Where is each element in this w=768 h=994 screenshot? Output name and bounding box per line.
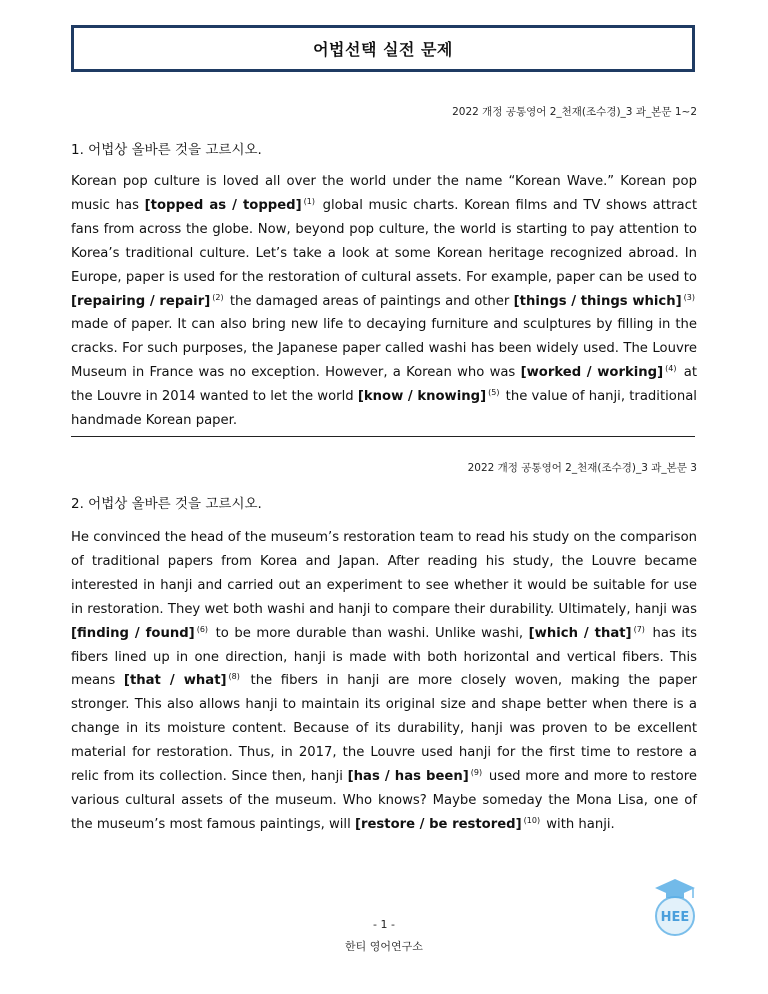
choice-number: (2) — [212, 292, 224, 302]
choice-number: (10) — [523, 815, 541, 825]
title-box — [71, 25, 695, 72]
grammar-choice: [know / knowing] — [357, 389, 487, 405]
question-1-passage — [71, 170, 697, 433]
choice-number: (1) — [303, 196, 315, 206]
passage-text: Korean pop culture is loved all over the world under the name “Korean Wave.” Korean pop music has — [71, 174, 697, 213]
choice-number: (5) — [488, 388, 500, 398]
question-1-heading: 1. 어법상 올바른 것을 고르시오. — [71, 142, 262, 158]
choice-number: (6) — [196, 624, 209, 634]
grammar-choice: [repairing / repair] — [71, 293, 211, 309]
logo-text: HEE — [660, 910, 690, 925]
question-2-heading: 2. 어법상 올바른 것을 고르시오. — [71, 496, 262, 512]
choice-number: (7) — [633, 624, 645, 634]
grammar-choice: [that / what] — [123, 673, 227, 689]
institute-name: 한티 영어연구소 — [345, 940, 423, 953]
choice-number: (9) — [470, 768, 483, 778]
passage-text: to be more durable than washi. Unlike washi, — [210, 625, 529, 641]
grammar-choice: [restore / be restored] — [354, 816, 522, 832]
choice-number: (3) — [683, 292, 695, 302]
section-divider — [71, 436, 695, 437]
page-title: 어법선택 실전 문제 — [313, 40, 453, 59]
passage-text: with hanji. — [542, 816, 615, 832]
graduation-cap-icon — [655, 879, 695, 898]
question-2-passage — [71, 526, 697, 837]
grammar-choice: [topped as / topped] — [144, 197, 302, 213]
grammar-choice: [has / has been] — [347, 769, 469, 785]
grammar-choice: [worked / working] — [520, 365, 664, 381]
passage-text: made of paper. It can also bring new life to decaying furniture and sculptures by filling in the cracks. For such purposes, the Japanese paper called washi has been widely used. The Louvre Museum in France was no exception. However, a Korean who was — [71, 317, 697, 381]
passage-text: He convinced the head of the museum’s restoration team to read his study on the comparison of traditional papers from Korea and Japan. After reading his study, the Louvre became interested in hanji and carried out an experiment to see whether it would be suitable for use in restoration. They wet both washi and hanji to compare their durability. Ultimately, hanji was — [71, 530, 697, 617]
grammar-choice: [finding / found] — [71, 625, 195, 641]
grammar-choice: [which / that] — [528, 625, 632, 641]
passage-text: the damaged areas of paintings and other — [225, 293, 514, 309]
passage-text: the fibers in hanji are more closely woven, making the paper stronger. This also allows hanji to maintain its original size and shape better when there is a change in its moisture content. Because of its durability, hanji was proven to be excellent material for restoration. Thus, in 2017, the Louvre used hanji for the first time to restore a relic from its collection. Since then, hanji — [71, 673, 697, 785]
passage-text: the value of hanji, traditional handmade Korean paper. — [71, 389, 697, 429]
section-1-source: 2022 개정 공통영어 2_천재(조수경)_3 과_본문 1~2 — [452, 106, 697, 118]
hee-logo — [646, 876, 704, 938]
choice-number: (4) — [665, 364, 677, 374]
passage-text: global music charts. Korean films and TV shows attract fans from across the globe. Now, beyond pop culture, the world is starting to pay attention to Korea’s traditional culture. Let’s take a look at some Korean heritage recognized abroad. In Europe, paper is used for the restoration of cultural assets. For example, paper can be used to — [71, 197, 698, 285]
passage-text: used more and more to restore various cultural assets of the museum. Who knows? Maybe someday the Mona Lisa, one of the museum’s most famous paintings, will — [71, 769, 697, 832]
choice-number: (8) — [228, 672, 240, 682]
grammar-choice: [things / things which] — [513, 293, 682, 309]
page-number: - 1 - — [373, 918, 395, 931]
section-2-source: 2022 개정 공통영어 2_천재(조수경)_3 과_본문 3 — [467, 462, 697, 474]
passage-text: at the Louvre in 2014 wanted to let the world — [71, 365, 698, 405]
passage-text: has its fibers lined up in one direction, hanji is made with both horizontal and vertical fibers. This means — [71, 625, 698, 689]
